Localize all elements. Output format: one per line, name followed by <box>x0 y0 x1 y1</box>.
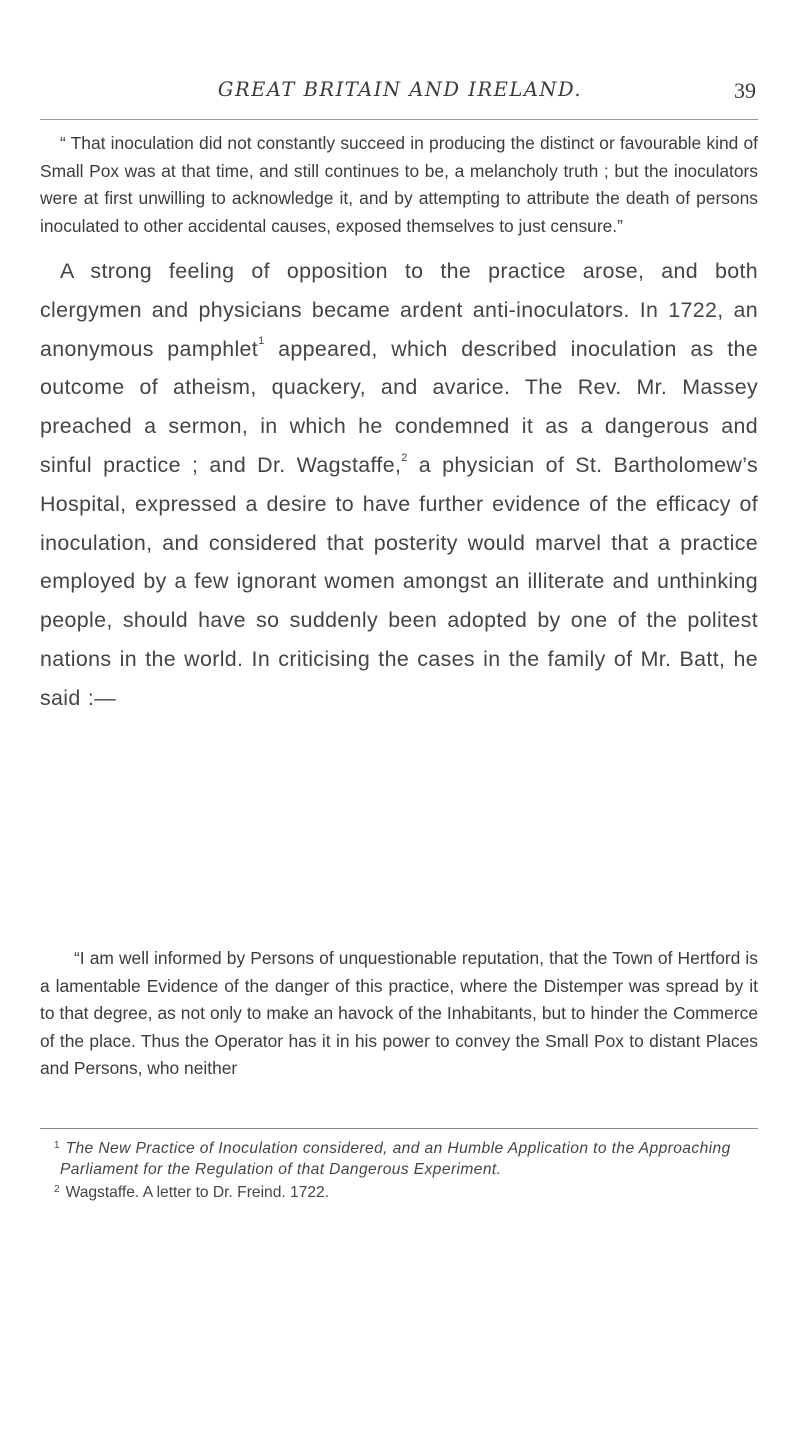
body-text-part-3: a physician of St. Bartholomew’s Hospital, expressed a desire to have further evidence of the efficacy of inoculation, and considered that posterity would marvel that a practice employed by a few ignorant women amongst an illiterate and unthinking people, should have so suddenly been adopted by one of the politest nations in the world. In criticising the cases in the family of Mr. Batt, he said :— <box>40 452 758 710</box>
body-paragraph <box>40 252 758 718</box>
body-text-part-2: appeared, which described inoculation as the outcome of atheism, quackery, and avarice. The Rev. Mr. Massey preached a sermon, in which he condemned it as a dangerous and sinful practice ; and Dr. Wagstaffe, <box>40 336 758 477</box>
footnotes <box>40 1136 758 1204</box>
footnote-mark: 2 <box>54 1184 60 1195</box>
running-title: GREAT BRITAIN AND IRELAND. <box>217 78 583 101</box>
footnote-rule <box>40 1128 758 1129</box>
footnote-ref-2: 2 <box>401 451 408 464</box>
body-text-part-1: A strong feeling of opposition to the practice arose, and both clergymen and physicians became ardent anti-inoculators. In 1722, an anonymous pamphlet <box>40 259 758 361</box>
footnote-mark: 1 <box>54 1140 60 1151</box>
footnote-text: Wagstaffe. A letter to Dr. Freind. 1722. <box>65 1184 330 1201</box>
running-head <box>0 78 800 108</box>
page-number: 39 <box>734 78 756 103</box>
quotation-paragraph: “ That inoculation did not constantly succeed in producing the distinct or favourable kind of Small Pox was at that time, and still continues to be, a melancholy truth ; but the inoculators were at first unwilling to acknowledge it, and by attempting to attribute the death of persons inoculated to other accidental causes, exposed themselves to just censure.” <box>40 133 758 236</box>
quotation-paragraph-2: “I am well informed by Persons of unquestionable reputation, that the Town of Hertford is a lamentable Evidence of the danger of this practice, where the Distemper was spread by it to that degree, as not only to make an havock of the Inhabitants, but to hinder the Commerce of the place. Thus the Operator has it in his power to convey the Small Pox to distant Places and Persons, who neither <box>40 948 758 1078</box>
header-rule <box>40 119 758 120</box>
footnote-ref-1: 1 <box>258 335 265 348</box>
footnote-1 <box>40 1136 758 1180</box>
footnote-text: The New Practice of Inoculation considered, and an Humble Application to the Approaching Parliament for the Regulation of that Dangerous Experiment. <box>60 1140 731 1178</box>
footnote-2 <box>40 1180 758 1204</box>
